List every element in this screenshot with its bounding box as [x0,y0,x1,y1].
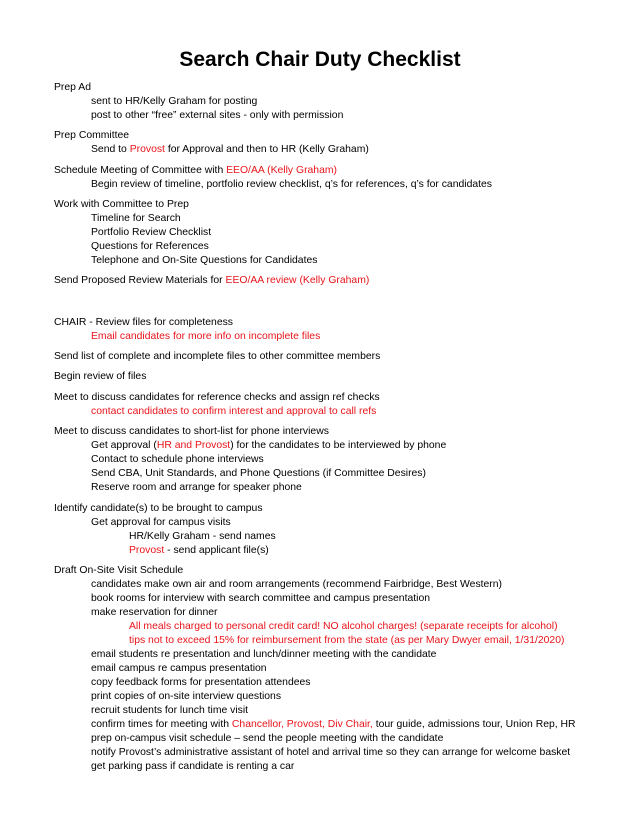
section-identify-candidates: Identify candidate(s) to be brought to campus [54,503,263,514]
checklist-item: Contact to schedule phone interviews [91,454,264,465]
checklist-subitem: tips not to exceed 15% for reimbursement from the state (as per Mary Dwyer email, 1/31/2020) [129,635,565,646]
section-send-review-materials: Send Proposed Review Materials for EEO/AA review (Kelly Graham) [54,275,370,286]
checklist-item: book rooms for interview with search committee and campus presentation [91,593,431,604]
checklist-item: contact candidates to confirm interest and approval to call refs [91,406,377,417]
checklist-item: notify Provost’s administrative assistant of hotel and arrival time so they can arrange for welcome basket [91,747,571,758]
page-title: Search Chair Duty Checklist [179,48,461,71]
checklist-item: get parking pass if candidate is renting a car [91,761,295,772]
checklist-item: Get approval (HR and Provost) for the candidates to be interviewed by phone [91,440,447,451]
checklist-item: print copies of on-site interview questions [91,691,282,702]
checklist-item: make reservation for dinner [91,607,218,618]
checklist-item: email campus re campus presentation [91,663,267,674]
checklist-item: post to other “free” external sites - only with permission [91,110,344,121]
checklist-item: Timeline for Search [91,213,181,224]
checklist-item: Begin review of timeline, portfolio review checklist, q’s for references, q’s for candidates [91,179,492,190]
checklist-item: candidates make own air and room arrangements (recommend Fairbridge, Best Western) [91,579,502,590]
checklist-item: copy feedback forms for presentation attendees [91,677,311,688]
checklist-subitem: HR/Kelly Graham - send names [129,531,276,542]
section-schedule-meeting: Schedule Meeting of Committee with EEO/AA (Kelly Graham) [54,165,337,176]
checklist-item: sent to HR/Kelly Graham for posting [91,96,258,107]
checklist-item: recruit students for lunch time visit [91,705,249,716]
section-chair-review: CHAIR - Review files for completeness [54,317,234,328]
checklist-subitem: Provost - send applicant file(s) [129,545,269,556]
checklist-item: Get approval for campus visits [91,517,231,528]
checklist-item: confirm times for meeting with Chancellor, Provost, Div Chair, tour guide, admissions tour, Union Rep, HR [91,719,576,730]
section-draft-schedule: Draft On-Site Visit Schedule [54,565,184,576]
section-reference-checks: Meet to discuss candidates for reference checks and assign ref checks [54,392,380,403]
section-prep-ad: Prep Ad [54,82,91,93]
checklist-item: Reserve room and arrange for speaker phone [91,482,302,493]
checklist-subitem: All meals charged to personal credit card! NO alcohol charges! (separate receipts for alcohol) [129,621,558,632]
checklist-item: Questions for References [91,241,209,252]
checklist-item: Send to Provost for Approval and then to HR (Kelly Graham) [91,144,369,155]
checklist-item: email students re presentation and lunch/dinner meeting with the candidate [91,649,437,660]
checklist-item: Send CBA, Unit Standards, and Phone Questions (if Committee Desires) [91,468,426,479]
section-phone-interviews: Meet to discuss candidates to short-list for phone interviews [54,426,329,437]
section-work-with-committee: Work with Committee to Prep [54,199,189,210]
checklist-item: Telephone and On-Site Questions for Candidates [91,255,318,266]
section-prep-committee: Prep Committee [54,130,130,141]
checklist-item: Portfolio Review Checklist [91,227,212,238]
checklist-item: Email candidates for more info on incomplete files [91,331,321,342]
section-send-list: Send list of complete and incomplete files to other committee members [54,351,381,362]
section-begin-review: Begin review of files [54,371,147,382]
checklist-item: prep on-campus visit schedule – send the people meeting with the candidate [91,733,444,744]
